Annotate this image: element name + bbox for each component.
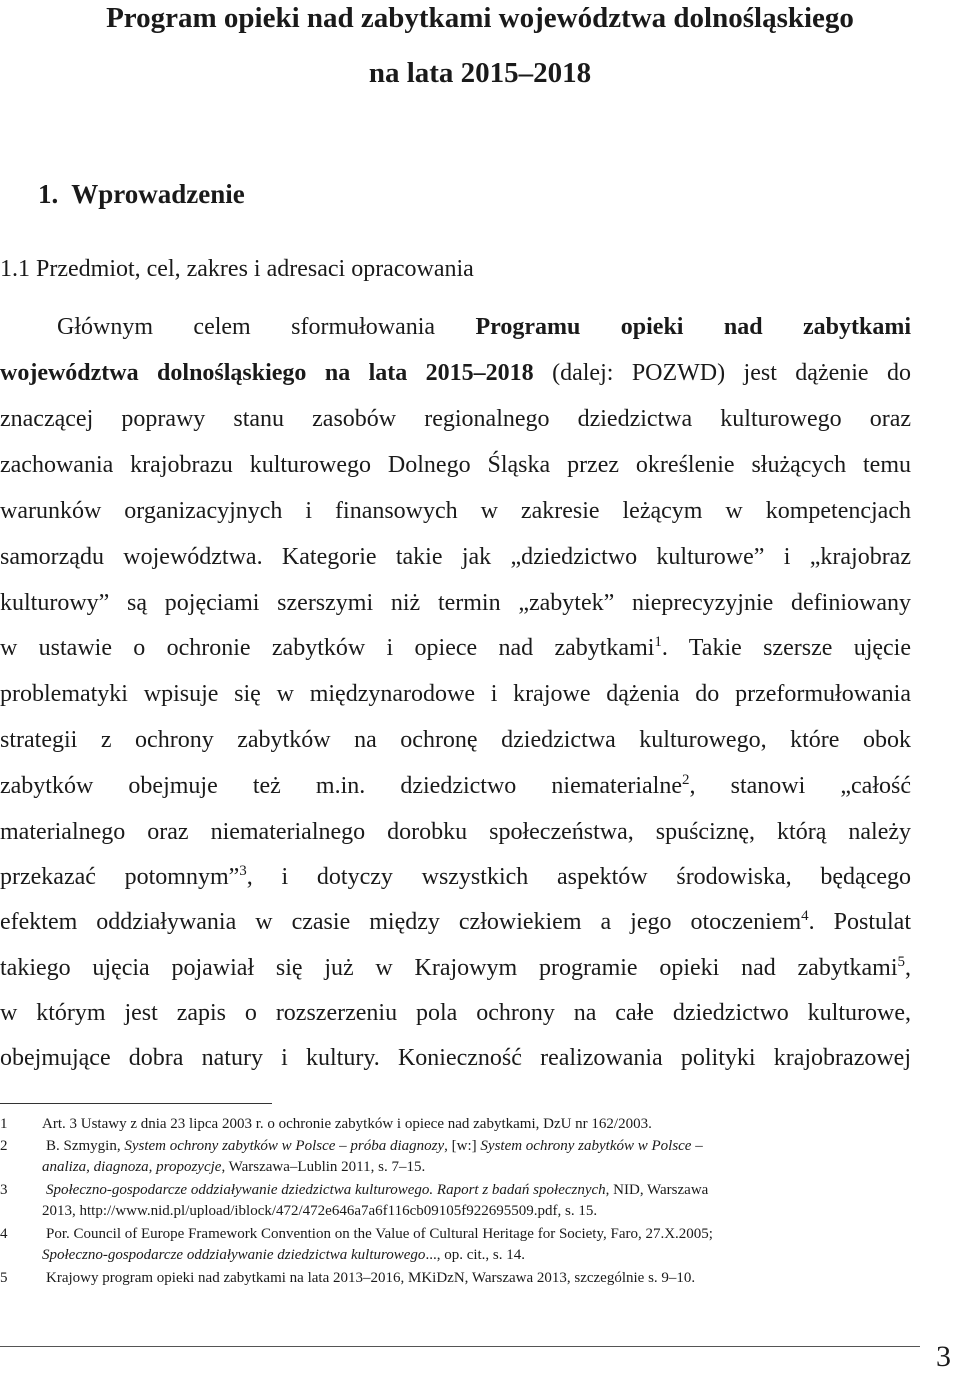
body-span: takiego ujęcia pojawiał się już w Krajowym programie opieki nad zabytkami: [0, 955, 898, 981]
body-span: . Takie szersze ujęcie: [661, 635, 911, 661]
body-span: ,: [905, 955, 911, 981]
body-line: [0, 953, 911, 986]
footnote-number: 2: [0, 1138, 8, 1154]
body-line: problematyki wpisuje się w międzynarodowe i krajowe dążenia do przeformułowania: [0, 681, 911, 707]
body-span: , stanowi „całość: [689, 773, 911, 799]
footnote-span: B. Szmygin,: [46, 1138, 125, 1154]
footnote-text: [46, 1136, 703, 1156]
body-line: znaczącej poprawy stanu zasobów regionalnego dziedzictwa kulturowego oraz: [0, 406, 911, 432]
body-line: [0, 312, 911, 342]
page-footer-rule: [0, 1346, 920, 1347]
section-heading: 1. Wprowadzenie: [38, 179, 245, 209]
footnote-span: ..., op. cit., s. 14.: [425, 1247, 526, 1263]
footnote-text: [42, 1245, 525, 1265]
footnote-span: , Warszawa–Lublin 2011, s. 7–15.: [221, 1159, 426, 1175]
footnote-ref: 1: [654, 634, 662, 650]
footnote-number: 3: [0, 1182, 8, 1198]
body-span: w ustawie o ochronie zabytków i opiece nad zabytkami: [0, 635, 655, 661]
body-line: [0, 907, 911, 940]
footnote-ref: 4: [801, 908, 809, 924]
body-span: (dalej: POZWD) jest dążenie do: [533, 360, 911, 386]
footnote-number: 4: [0, 1226, 8, 1242]
footnote-ref: 2: [682, 772, 690, 788]
footnote-italic-span: analiza, diagnoza, propozycje: [42, 1159, 222, 1175]
footnote-span: , NID, Warszawa: [605, 1182, 709, 1198]
footnote-number: 1: [0, 1116, 8, 1132]
footnote-ref: 5: [897, 954, 905, 970]
footnote-italic-span: System ochrony zabytków w Polsce – próba diagnozy: [124, 1138, 445, 1154]
body-span: zabytków obejmuje też m.in. dziedzictwo niematerialne: [0, 773, 682, 799]
footnote-italic-span: Społeczno-gospodarcze oddziaływanie dziedzictwa kulturowego. Raport z badań społecznych: [46, 1182, 606, 1198]
body-line: strategii z ochrony zabytków na ochronę dziedzictwa kulturowego, które obok: [0, 727, 911, 753]
body-span: Głównym celem sformułowania: [57, 314, 476, 340]
title-line-1: Program opieki nad zabytkami województwa dolnośląskiego: [106, 2, 854, 34]
footnote-ref: 3: [239, 863, 247, 879]
footnote-link-text: 2013, http://www.nid.pl/upload/iblock/472/472e646a7a6f116cb09105f922695509.pdf, s. 15.: [42, 1203, 598, 1219]
body-line: samorządu województwa. Kategorie takie jak „dziedzictwo kulturowe” i „krajobraz: [0, 544, 911, 570]
body-bold-span: województwa dolnośląskiego na lata 2015–2018: [0, 360, 534, 386]
footnote-text: Krajowy program opieki nad zabytkami na lata 2013–2016, MKiDzN, Warszawa 2013, szczególnie s. 9–10.: [46, 1270, 696, 1286]
body-span: . Postulat: [808, 909, 911, 935]
body-line: warunków organizacyjnych i finansowych w zakresie leżącym w kompetencjach: [0, 498, 911, 524]
body-line: materialnego oraz niematerialnego dorobku społeczeństwa, spuściznę, którą należy: [0, 819, 911, 845]
footnote-text: [42, 1157, 425, 1177]
footnote-text: Por. Council of Europe Framework Convention on the Value of Cultural Heritage for Society, Faro, 27.X.2005;: [46, 1226, 713, 1242]
footnote-text: Art. 3 Ustawy z dnia 23 lipca 2003 r. o ochronie zabytków i opiece nad zabytkami, DzU nr 162/2003.: [42, 1116, 652, 1132]
footnote-separator: [0, 1103, 272, 1104]
footnote-italic-span: System ochrony zabytków w Polsce –: [480, 1138, 703, 1154]
body-span: , i dotyczy wszystkich aspektów środowiska, będącego: [246, 864, 912, 890]
subsection-heading: 1.1 Przedmiot, cel, zakres i adresaci opracowania: [0, 256, 474, 282]
body-line: zachowania krajobrazu kulturowego Dolnego Śląska przez określenie służących temu: [0, 452, 911, 478]
footnote-number: 5: [0, 1270, 8, 1286]
body-line: [0, 633, 911, 666]
body-line: kulturowy” są pojęciami szerszymi niż termin „zabytek” nieprecyzyjnie definiowany: [0, 590, 911, 616]
body-line: obejmujące dobra natury i kultury. Konieczność realizowania polityki krajobrazowej: [0, 1045, 911, 1071]
body-bold-span: Programu opieki nad zabytkami: [475, 314, 911, 340]
body-line: [0, 358, 911, 388]
body-line: [0, 771, 911, 804]
title-line-2: na lata 2015–2018: [368, 57, 592, 89]
footnote-text: [46, 1180, 708, 1200]
body-line: [0, 862, 911, 895]
footnote-italic-span: Społeczno-gospodarcze oddziaływanie dziedzictwa kulturowego: [42, 1247, 426, 1263]
footnote-span: , [w:]: [444, 1138, 481, 1154]
body-span: efektem oddziaływania w czasie między człowiekiem a jego otoczeniem: [0, 909, 802, 935]
body-line: w którym jest zapis o rozszerzeniu pola ochrony na całe dziedzictwo kulturowe,: [0, 1000, 911, 1026]
body-span: przekazać potomnym”: [0, 864, 240, 890]
page-number: 3: [936, 1340, 951, 1373]
